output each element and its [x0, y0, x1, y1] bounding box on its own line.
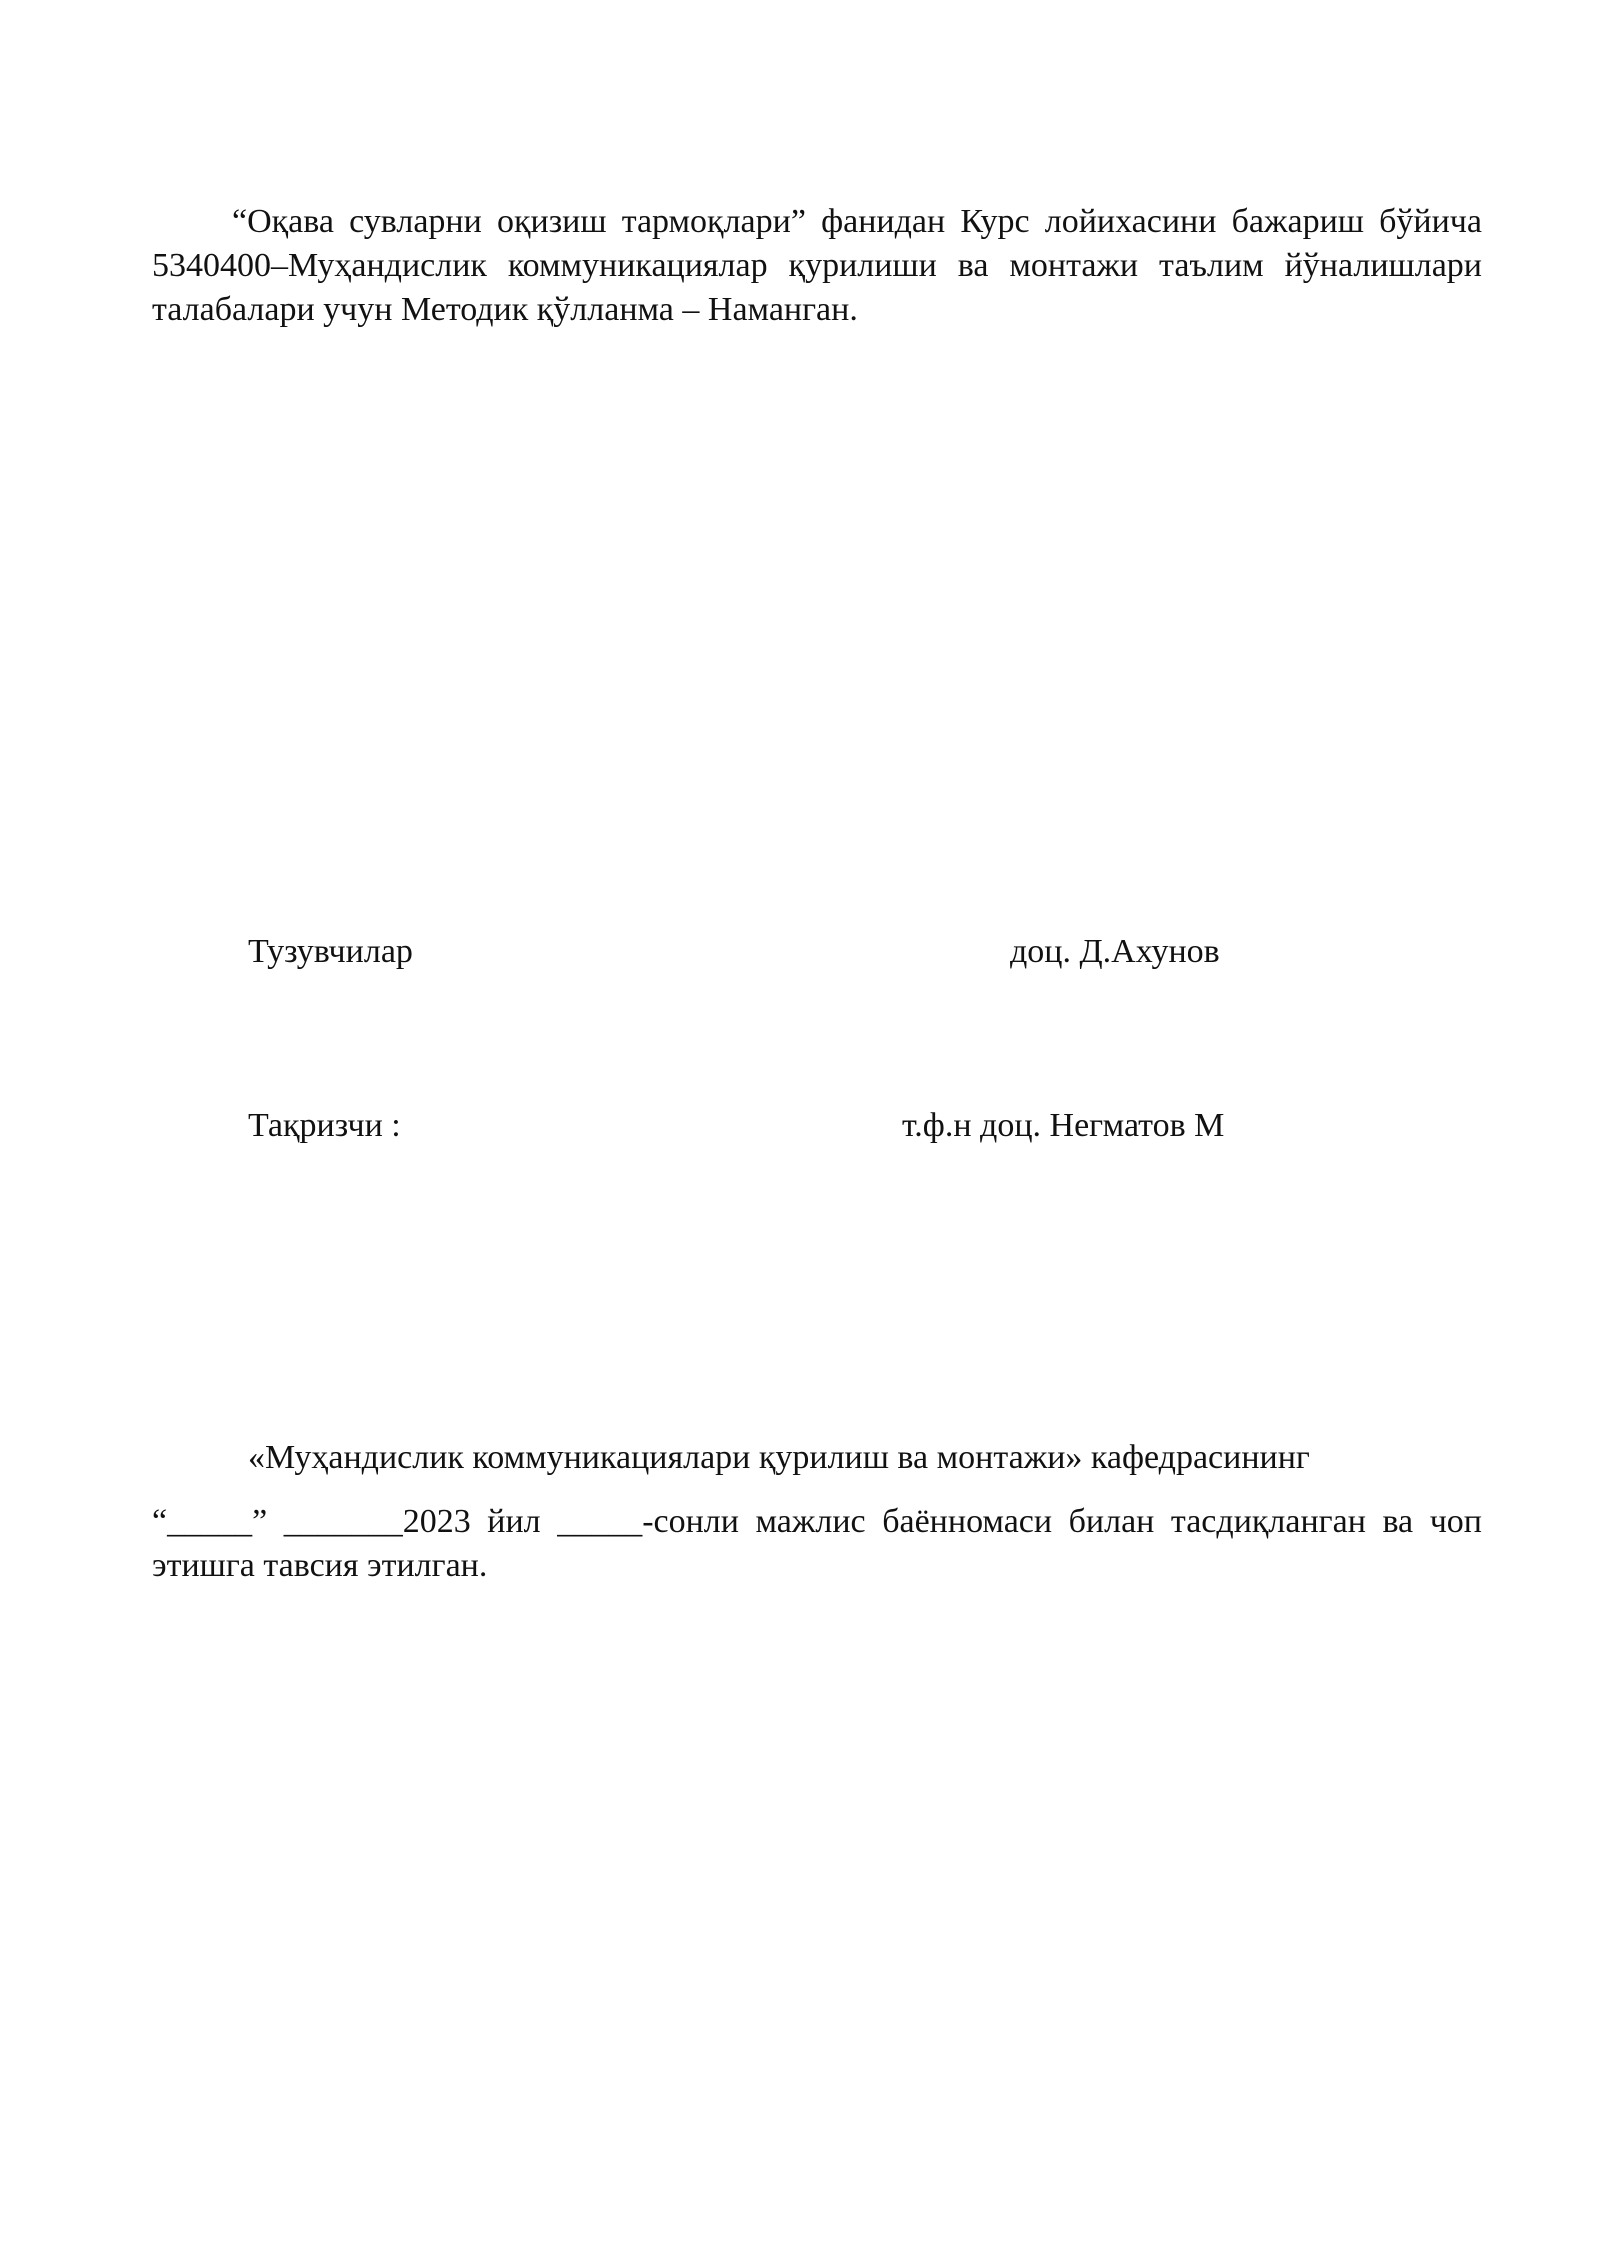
reviewer-name: т.ф.н доц. Негматов М — [902, 1107, 1225, 1144]
approval-department-line: «Муҳандислик коммуникациялари қурилиш ва монтажи» кафедрасининг — [248, 1439, 1310, 1476]
intro-paragraph: “Оқава сувларни оқизиш тармоқлари” фанидан Курс лойихасини бажариш бўйича 5340400–Муҳандислик коммуникациялар қурилиши ва монтажи таълим йўналишлари талабалари учун Методик қўлланма – Наманган. — [152, 203, 1482, 328]
authors-label: Тузувчилар — [248, 933, 413, 970]
reviewer-label: Тақризчи : — [248, 1107, 401, 1144]
authors-name: доц. Д.Ахунов — [1010, 933, 1220, 970]
approval-statement: “_____” _______2023 йил _____-сонли мажлис баённомаси билан тасдиқланган ва чоп этишга тавсия этилган. — [152, 1503, 1482, 1584]
